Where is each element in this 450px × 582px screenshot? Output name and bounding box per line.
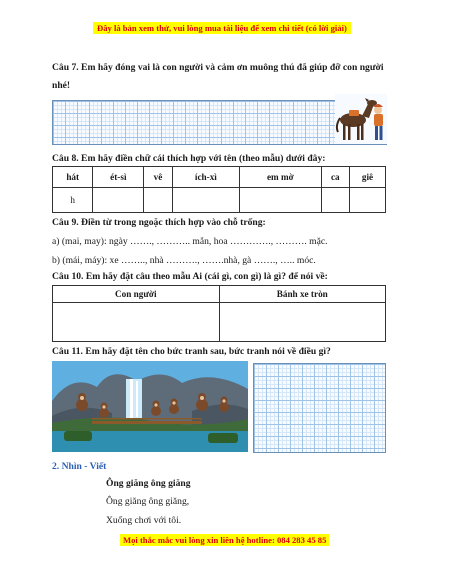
letter-header: vê xyxy=(144,167,172,188)
illustration-monkeys-waterfall xyxy=(52,361,248,452)
column-header-con-nguoi: Con người xyxy=(53,286,220,303)
question-7: Câu 7. Em hãy đóng vai là con người và cảm ơn muông thú đã giúp đỡ con người nhé! xyxy=(52,62,384,91)
sentence-table xyxy=(52,285,386,342)
answer-cell xyxy=(321,188,349,213)
answer-cell xyxy=(93,188,144,213)
letter-header: ét-sì xyxy=(93,167,144,188)
question-9-line-b: b) (mái, máy): xe …….., nhà ………., …….nhà, gà ……., ….. móc. xyxy=(52,255,316,266)
poem-title: Ông giăng ông giăng xyxy=(106,478,191,489)
letters-table xyxy=(52,166,386,213)
letter-header: em mờ xyxy=(240,167,322,188)
answer-cell xyxy=(53,303,220,342)
question-8-title: Câu 8. Em hãy điền chữ cái thích hợp với tên (theo mẫu) dưới đây: xyxy=(52,153,326,164)
question-9-line-a: a) (mai, may): ngày ……., ……….. mắn, hoa …………., ………. mặc. xyxy=(52,236,328,247)
question-9-title: Câu 9. Điền từ trong ngoặc thích hợp vào chỗ trống: xyxy=(52,217,266,228)
poem-line: Ông giăng ông giăng, xyxy=(106,496,190,507)
letter-header: hát xyxy=(53,167,93,188)
letter-header: ca xyxy=(321,167,349,188)
answer-cell xyxy=(240,188,322,213)
answer-cell xyxy=(172,188,239,213)
letter-header: giê xyxy=(350,167,386,188)
answer-cell: h xyxy=(53,188,93,213)
question-10-title: Câu 10. Em hãy đặt câu theo mẫu Ai (cái gì, con gì) là gì? để nói về: xyxy=(52,271,328,282)
illustration-person-horse xyxy=(335,94,387,144)
answer-cell xyxy=(219,303,386,342)
poem-line: Xuống chơi với tôi. xyxy=(106,515,182,526)
answer-cell xyxy=(350,188,386,213)
hotline-footer: Mọi thắc mắc vui lòng xin liên hệ hotline: 084 283 45 85 xyxy=(120,534,329,546)
answer-cell xyxy=(144,188,172,213)
preview-banner: Đây là bản xem thử, vui lòng mua tài liệu để xem chi tiết (có lời giải) xyxy=(93,22,351,34)
question-11-title: Câu 11. Em hãy đặt tên cho bức tranh sau, bức tranh nói về điều gì? xyxy=(52,346,331,357)
writing-grid-q11 xyxy=(253,363,386,453)
letter-header: ích-xì xyxy=(172,167,239,188)
column-header-banh-xe: Bánh xe tròn xyxy=(219,286,386,303)
section-heading: 2. Nhìn - Viết xyxy=(52,461,107,472)
